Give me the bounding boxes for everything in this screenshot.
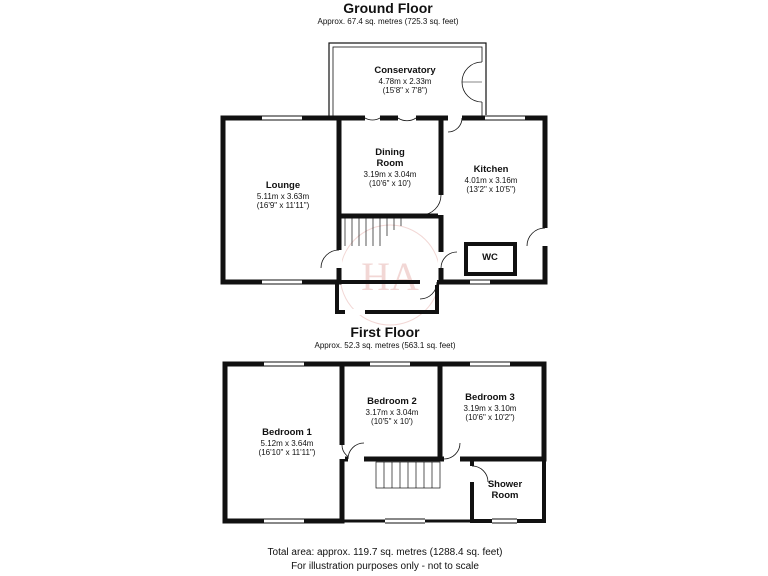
bedroom1-name: Bedroom 1 — [262, 427, 312, 438]
kitchen-name: Kitchen — [473, 164, 509, 175]
ground-floor-title: Ground Floor — [343, 0, 433, 16]
disclaimer: For illustration purposes only - not to scale — [291, 561, 479, 572]
lounge-imperial: (16'9" x 11'11") — [256, 201, 310, 211]
kitchen-imperial: (13'2" x 10'5") — [466, 185, 516, 195]
bedroom1-dims: 5.12m x 3.64m — [260, 438, 314, 448]
dining-imperial: (10'6" x 10') — [369, 179, 411, 189]
dining-name-line1: Dining — [375, 147, 405, 158]
bedroom3-label — [464, 393, 517, 422]
shower-name-line2: Room — [491, 489, 519, 501]
bedroom2-name: Bedroom 2 — [367, 396, 417, 407]
ground-floor-area: Approx. 67.4 sq. metres (725.3 sq. feet) — [317, 17, 459, 26]
bedroom3-name: Bedroom 3 — [465, 392, 515, 403]
dining-dims: 3.19m x 3.04m — [363, 169, 417, 179]
dining-room-label — [364, 148, 417, 188]
bedroom2-imperial: (10'5" x 10') — [371, 417, 413, 427]
kitchen-dims: 4.01m x 3.16m — [464, 175, 518, 185]
bedroom2-label — [366, 397, 419, 426]
lounge-label — [257, 181, 309, 210]
conservatory-imperial: (15'8" x 7'8") — [382, 86, 428, 96]
conservatory-label — [374, 66, 435, 95]
conservatory-dims: 4.78m x 2.33m — [378, 76, 432, 86]
lounge-name: Lounge — [265, 180, 301, 191]
bedroom3-dims: 3.19m x 3.10m — [463, 403, 517, 413]
bedroom1-imperial: (16'10" x 11'11") — [258, 448, 316, 458]
wc-name: WC — [482, 252, 498, 263]
bedroom1-label — [259, 428, 316, 457]
first-floor-area: Approx. 52.3 sq. metres (563.1 sq. feet) — [314, 341, 456, 350]
first-floor-title: First Floor — [350, 324, 420, 340]
total-area: Total area: approx. 119.7 sq. metres (1288.4 sq. feet) — [267, 547, 503, 558]
watermark-monogram: HA — [361, 254, 419, 299]
conservatory-name: Conservatory — [374, 65, 436, 76]
dining-name-line2: Room — [376, 157, 404, 169]
bedroom2-dims: 3.17m x 3.04m — [365, 407, 419, 417]
shower-name-line1: Shower — [487, 479, 523, 490]
lounge-dims: 5.11m x 3.63m — [256, 191, 310, 201]
kitchen-label — [465, 165, 518, 194]
shower-room-label — [488, 480, 522, 502]
bedroom3-imperial: (10'6" x 10'2") — [465, 413, 515, 423]
